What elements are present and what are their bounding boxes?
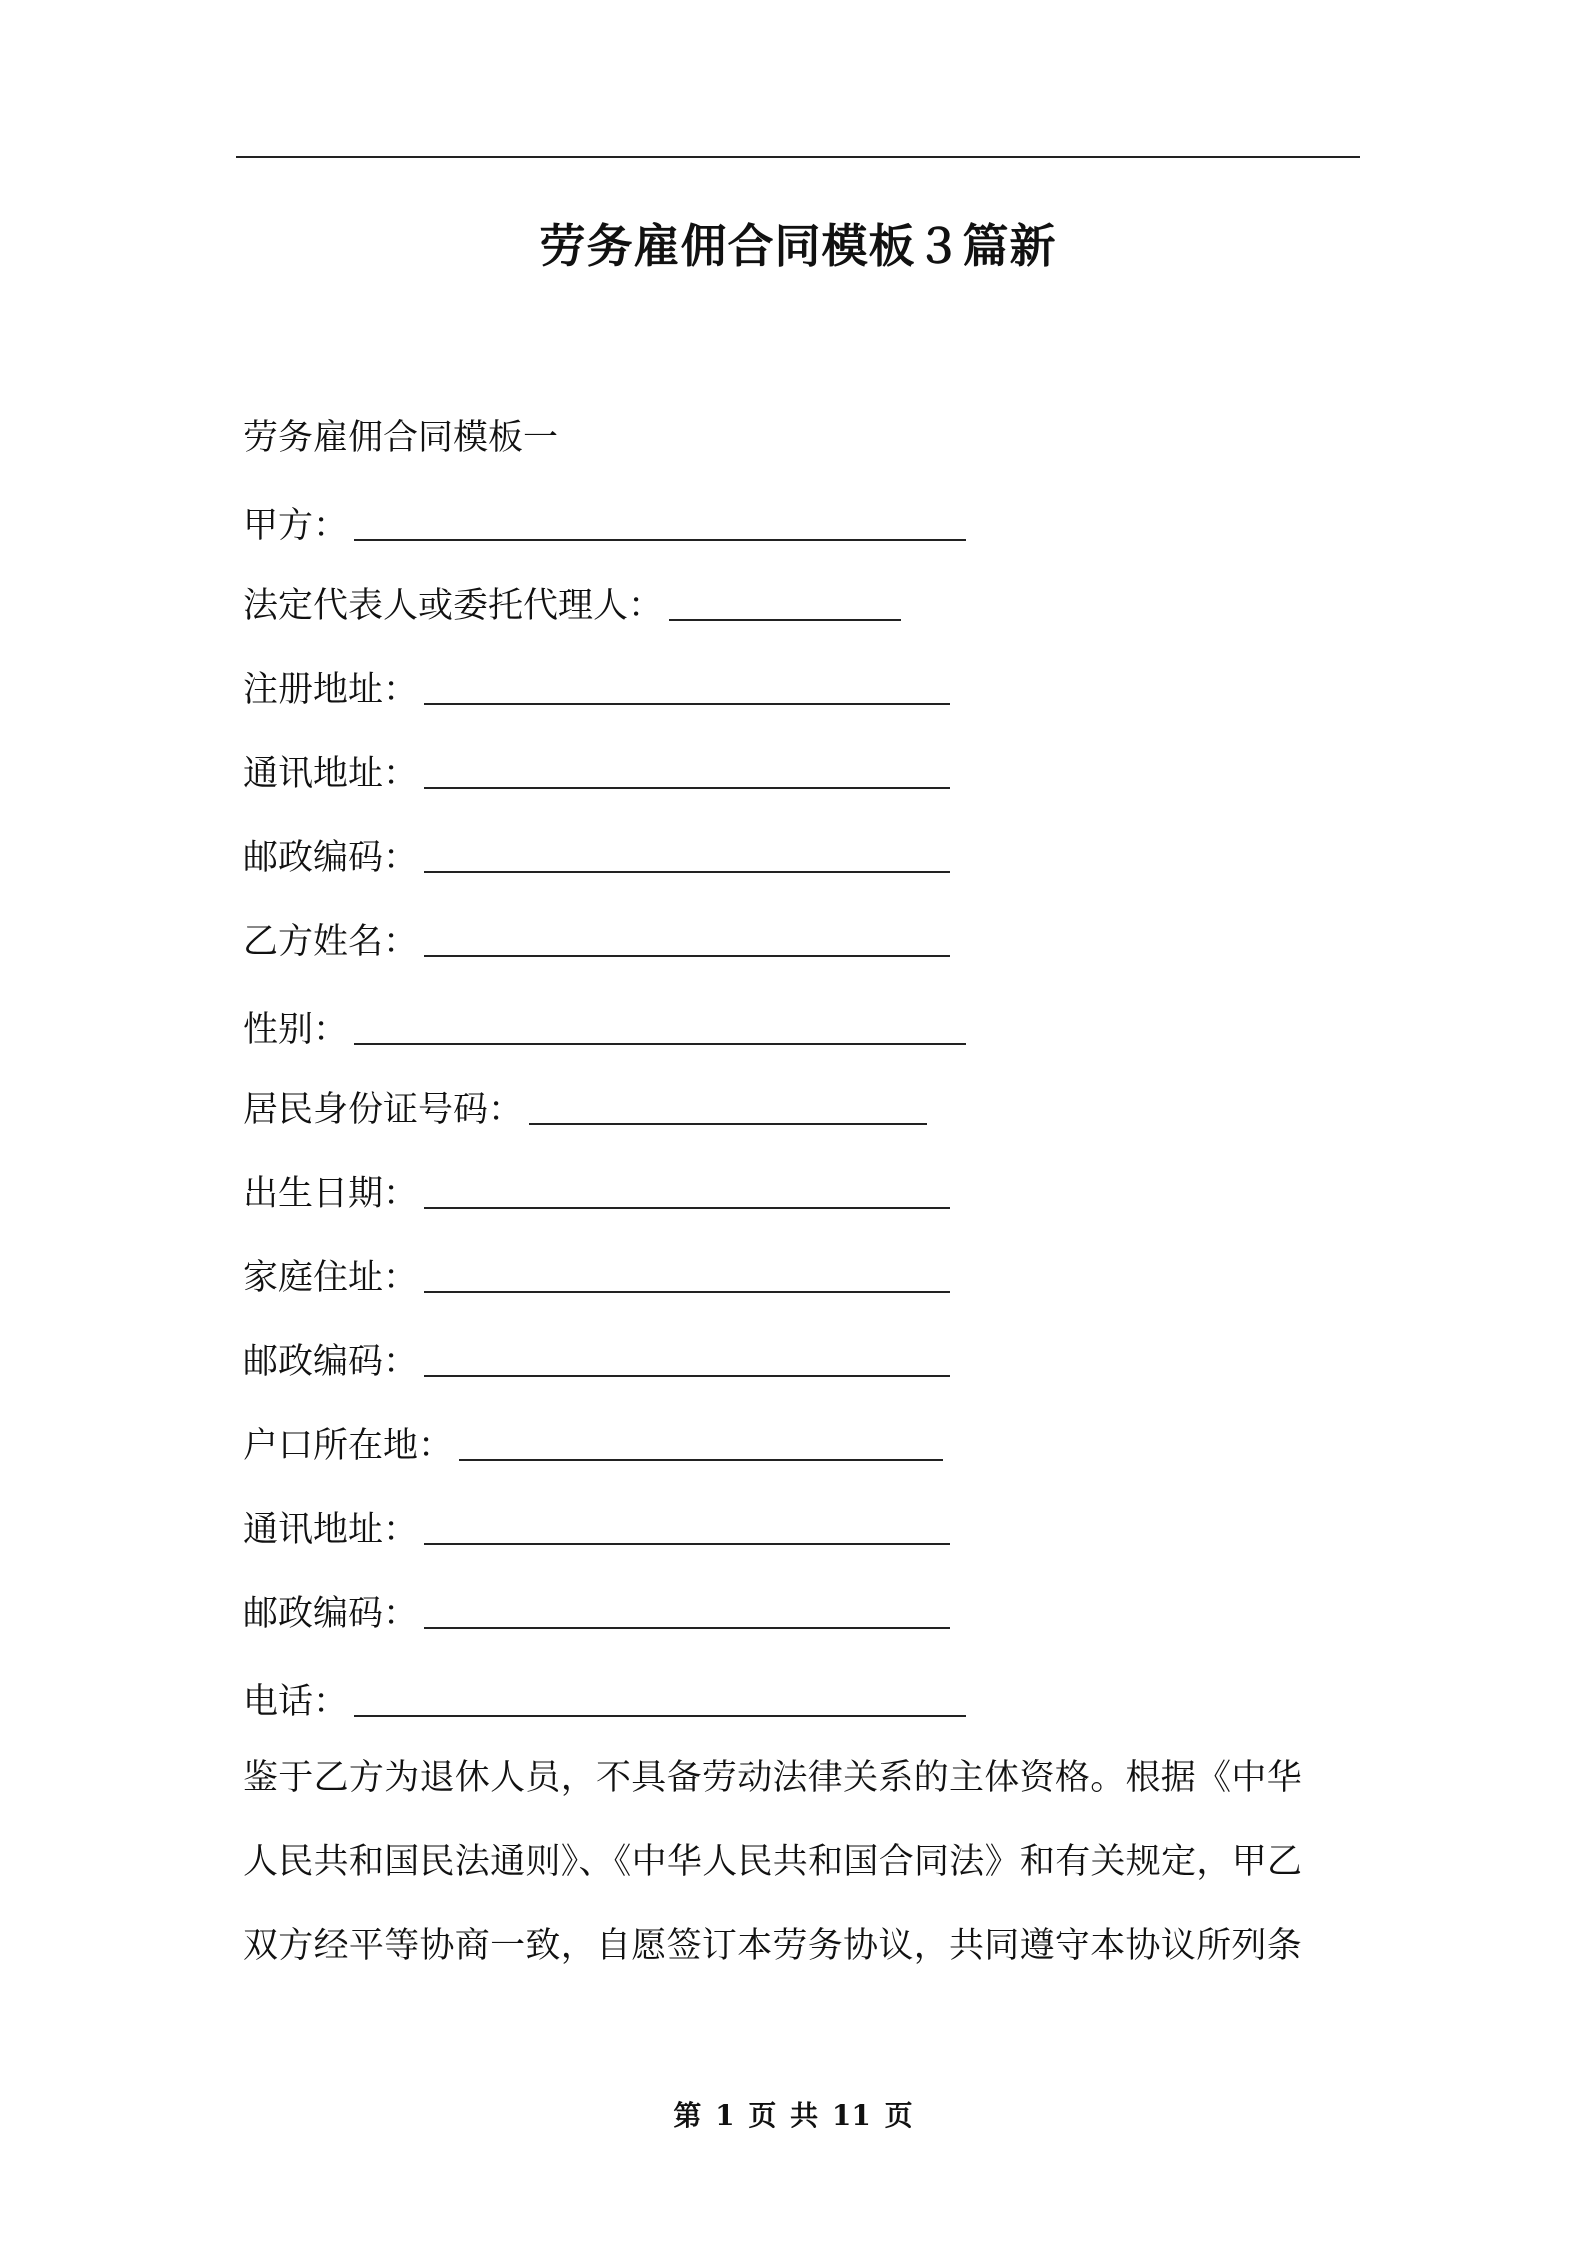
field-blank-line xyxy=(424,1345,950,1377)
field-blank-line xyxy=(669,589,901,621)
field-blank-line xyxy=(354,1013,966,1045)
field-label: 家庭住址： xyxy=(243,1258,419,1298)
field-label: 邮政编码： xyxy=(243,838,419,878)
section-heading: 劳务雇佣合同模板一 xyxy=(243,418,559,458)
field-id-number xyxy=(243,1082,927,1138)
field-party-a xyxy=(243,498,966,554)
field-blank-line xyxy=(424,1261,950,1293)
field-blank-line xyxy=(424,841,950,873)
field-postal-code xyxy=(243,1586,950,1642)
field-gender xyxy=(243,1002,966,1058)
field-birth-date xyxy=(243,1166,950,1222)
field-party-b-name xyxy=(243,914,950,970)
field-household-registration xyxy=(243,1418,943,1474)
field-telephone xyxy=(243,1674,966,1730)
field-label: 性别： xyxy=(243,1010,349,1050)
field-blank-line xyxy=(459,1429,943,1461)
field-blank-line xyxy=(424,1513,950,1545)
field-blank-line xyxy=(354,509,966,541)
paragraph-line: 鉴于乙方为退休人员，不具备劳动法律关系的主体资格。根据《中华 xyxy=(243,1758,1303,1798)
field-blank-line xyxy=(424,925,950,957)
field-blank-line xyxy=(354,1685,966,1717)
field-label: 邮政编码： xyxy=(243,1594,419,1634)
field-mailing-address xyxy=(243,1502,950,1558)
field-postal-code xyxy=(243,830,950,886)
paragraph-line: 人民共和国民法通则》、《中华人民共和国合同法》和有关规定，甲乙 xyxy=(243,1842,1303,1882)
field-label: 出生日期： xyxy=(243,1174,419,1214)
field-mailing-address xyxy=(243,746,950,802)
field-label: 通讯地址： xyxy=(243,1510,419,1550)
document-title: 劳务雇佣合同模板３篇新 xyxy=(539,219,1057,273)
field-postal-code xyxy=(243,1334,950,1390)
field-label: 甲方： xyxy=(243,506,349,546)
field-label: 乙方姓名： xyxy=(243,922,419,962)
page-number-footer: 第 1 页 共 11 页 xyxy=(673,2099,913,2132)
field-blank-line xyxy=(424,757,950,789)
field-label: 户口所在地： xyxy=(243,1426,454,1466)
field-label: 注册地址： xyxy=(243,670,419,710)
field-home-address xyxy=(243,1250,950,1306)
field-label: 邮政编码： xyxy=(243,1342,419,1382)
header-rule xyxy=(236,156,1360,158)
field-label: 法定代表人或委托代理人： xyxy=(243,586,664,626)
field-label: 居民身份证号码： xyxy=(243,1090,524,1130)
field-blank-line xyxy=(424,1597,950,1629)
field-blank-line xyxy=(529,1093,927,1125)
field-registered-address xyxy=(243,662,950,718)
field-label: 电话： xyxy=(243,1682,349,1722)
field-blank-line xyxy=(424,1177,950,1209)
paragraph-line: 双方经平等协商一致，自愿签订本劳务协议，共同遵守本协议所列条 xyxy=(243,1926,1303,1966)
field-legal-representative xyxy=(243,578,901,634)
field-blank-line xyxy=(424,673,950,705)
field-label: 通讯地址： xyxy=(243,754,419,794)
